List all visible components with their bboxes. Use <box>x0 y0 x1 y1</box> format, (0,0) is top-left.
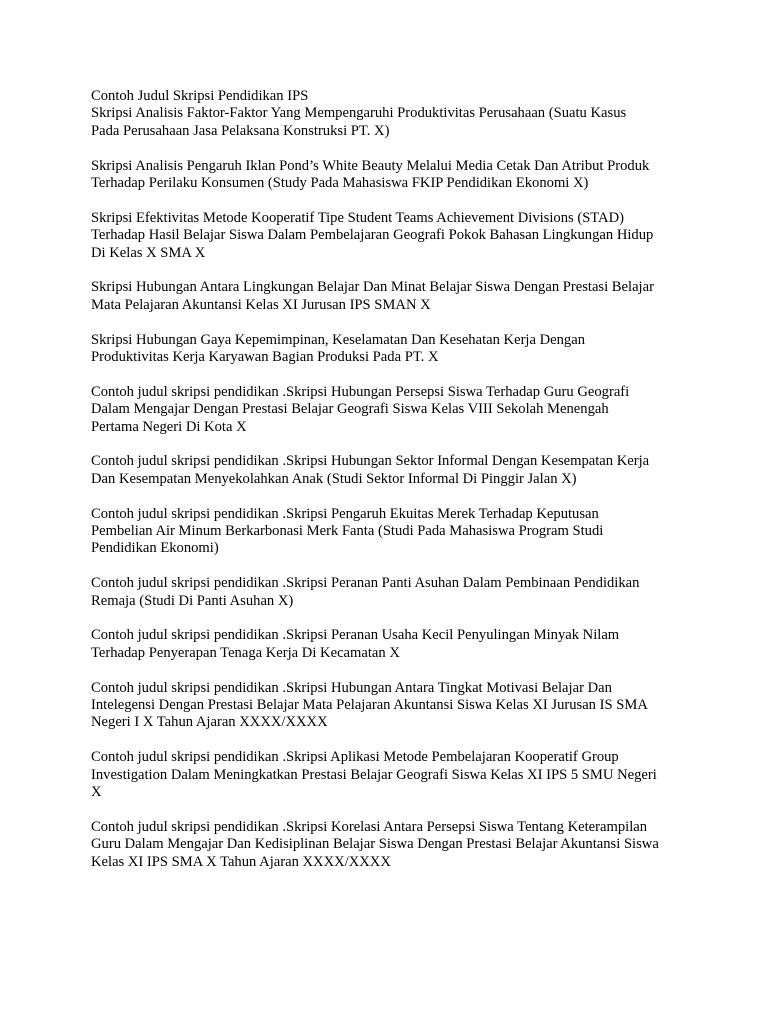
title-item-11: Contoh judul skripsi pendidikan .Skripsi Hubungan Antara Tingkat Motivasi Belajar Dan Intelegensi Dengan Prestasi Belajar Mata Pelajaran Akuntansi Siswa Kelas XI Jurusan IS SMA Negeri I X Tahun Ajaran XXXX/XXXX <box>91 679 648 731</box>
title-item-1: Skripsi Analisis Faktor-Faktor Yang Mempengaruhi Produktivitas Perusahaan (Suatu Kasus Pada Perusahaan Jasa Pelaksana Konstruksi PT. X) <box>91 105 627 139</box>
title-item-8: Contoh judul skripsi pendidikan .Skripsi Pengaruh Ekuitas Merek Terhadap Keputusan Pembelian Air Minum Berkarbonasi Merk Fanta (Studi Pada Mahasiswa Program Studi Pendidikan Ekonomi) <box>91 505 604 557</box>
document-body <box>91 88 691 888</box>
title-item-9: Contoh judul skripsi pendidikan .Skripsi Peranan Panti Asuhan Dalam Pembinaan Pendidikan Remaja (Studi Di Panti Asuhan X) <box>91 575 640 609</box>
title-item-3: Skripsi Efektivitas Metode Kooperatif Tipe Student Teams Achievement Divisions (STAD) Terhadap Hasil Belajar Siswa Dalam Pembelajaran Geografi Pokok Bahasan Lingkungan Hidup Di Kelas X SMA X <box>91 209 654 261</box>
title-item-7: Contoh judul skripsi pendidikan .Skripsi Hubungan Sektor Informal Dengan Kesempatan Kerja Dan Kesempatan Menyekolahkan Anak (Studi Sektor Informal Di Pinggir Jalan X) <box>91 453 650 487</box>
document-first-block <box>91 88 691 140</box>
title-item-4: Skripsi Hubungan Antara Lingkungan Belajar Dan Minat Belajar Siswa Dengan Prestasi Belajar Mata Pelajaran Akuntansi Kelas XI Jurusan IPS SMAN X <box>91 279 654 313</box>
title-item-6: Contoh judul skripsi pendidikan .Skripsi Hubungan Persepsi Siswa Terhadap Guru Geografi Dalam Mengajar Dengan Prestasi Belajar Geografi Siswa Kelas VIII Sekolah Menengah Pertama Negeri Di Kota X <box>91 383 630 435</box>
title-item-13: Contoh judul skripsi pendidikan .Skripsi Korelasi Antara Persepsi Siswa Tentang Keterampilan Guru Dalam Mengajar Dan Kedisiplinan Belajar Siswa Dengan Prestasi Belajar Akuntansi Siswa Kelas XI IPS SMA X Tahun Ajaran XXXX/XXXX <box>91 818 659 870</box>
title-item-10: Contoh judul skripsi pendidikan .Skripsi Peranan Usaha Kecil Penyulingan Minyak Nilam Terhadap Penyerapan Tenaga Kerja Di Kecamatan X <box>91 627 620 661</box>
title-item-12: Contoh judul skripsi pendidikan .Skripsi Aplikasi Metode Pembelajaran Kooperatif Group Investigation Dalam Meningkatkan Prestasi Belajar Geografi Siswa Kelas XI IPS 5 SMU Negeri X <box>91 749 657 801</box>
title-item-5: Skripsi Hubungan Gaya Kepemimpinan, Keselamatan Dan Kesehatan Kerja Dengan Produktivitas Kerja Karyawan Bagian Produksi Pada PT. X <box>91 331 585 366</box>
title-item-2: Skripsi Analisis Pengaruh Iklan Pond’s White Beauty Melalui Media Cetak Dan Atribut Produk Terhadap Perilaku Konsumen (Study Pada Mahasiswa FKIP Pendidikan Ekonomi X) <box>91 157 650 192</box>
document-heading: Contoh Judul Skripsi Pendidikan IPS <box>91 88 309 104</box>
